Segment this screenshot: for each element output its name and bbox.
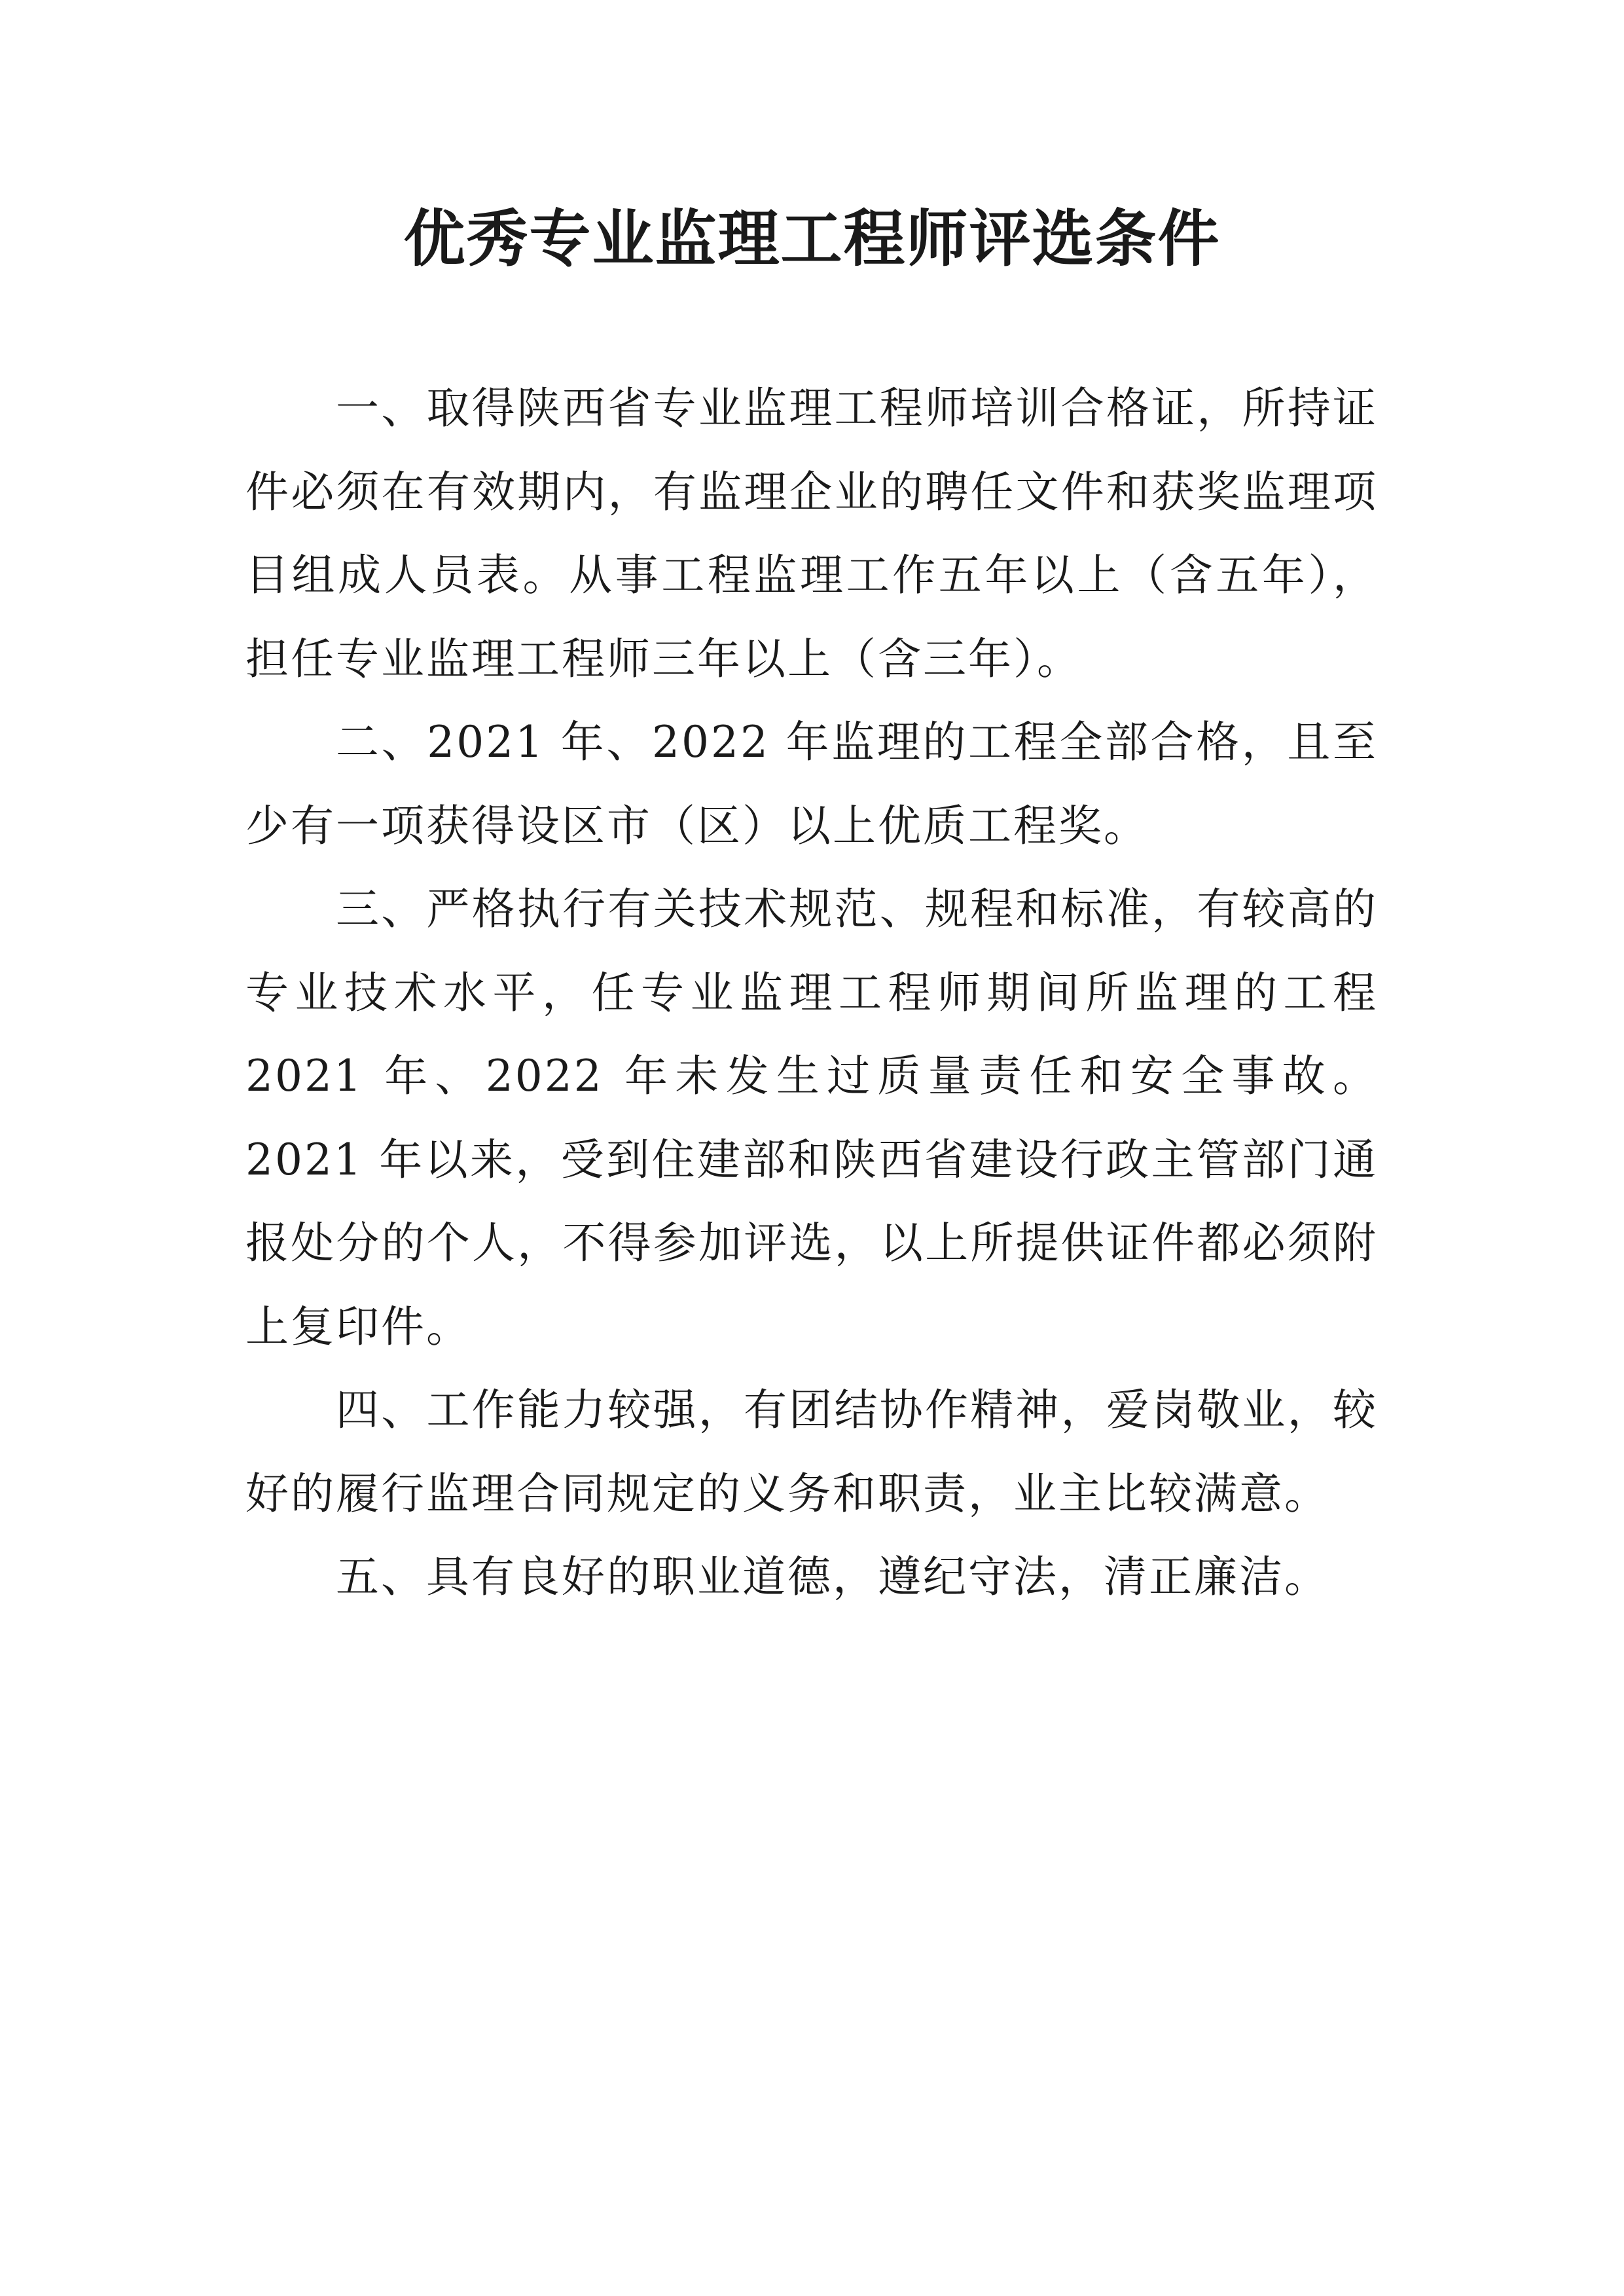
paragraph-4: 四、工作能力较强，有团结协作精神，爱岗敬业，较好的履行监理合同规定的义务和职责，业主比较满意。 (245, 1385, 1378, 1519)
paragraph-1: 一、取得陕西省专业监理工程师培训合格证，所持证件必须在有效期内，有监理企业的聘任文件和获奖监理项目组成人员表。从事工程监理工作五年以上（含五年），担任专业监理工程师三年以上（含三年）。 (245, 383, 1378, 684)
document-title: 优秀专业监理工程师评选条件 (403, 203, 1221, 275)
paragraph-3: 三、严格执行有关技术规范、规程和标准，有较高的专业技术水平，任专业监理工程师期间所监理的工程 2021 年、2022 年未发生过质量责任和安全事故。2021 年以来，受到住建部和陕西省建设行政主管部门通报处分的个人，不得参加评选，以上所提供证件都必须附上复印件。 (245, 884, 1378, 1352)
paragraph-5: 五、具有良好的职业道德，遵纪守法，清正廉洁。 (336, 1552, 1329, 1602)
document-body (245, 367, 1378, 1619)
paragraph-2: 二、2021 年、2022 年监理的工程全部合格，且至少有一项获得设区市（区）以上优质工程奖。 (245, 717, 1378, 851)
